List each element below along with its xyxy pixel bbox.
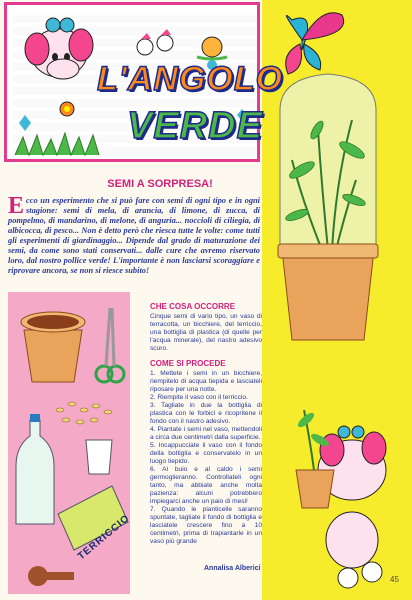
step-item: 7. Quando le pianticelle saranno spuntate, tagliate il fondo di bottiglia e lasciatele crescere fino a 10 centimetri, prima di trapiantarle in un vaso più grande [150,506,262,545]
puppy-with-plant-icon [296,410,386,588]
instructions-column [150,302,262,546]
step-item: 5. Incappucciate il vaso con il fondo della bottiglia e conservatelo in un luogo tiepido. [150,442,262,465]
materials-illustration-panel [8,292,133,594]
page-number: 45 [390,575,399,584]
intro-dropcap: E [8,193,25,219]
intro-text: cco un esperimento che si può fare con semi di ogni tipo e in ogni stagione: semi di mela, di arancia, di limone, di zucca, di pompelmo, di mandarino, di melone, di anguria... noccioli di ciliegia, di albicocca, di pesco... Non è detto però che riesca tutte le volte: come tutti gli esperimenti di giardinaggio... Dipende dal grado di maturazione dei semi, da come sono stati conservati... dalle cure che avremo riservato loro, dal nostro pollice verde! L'importante è non lasciarsi scoraggiare e riprovare ancora, se non si riesce subito! [8,196,260,275]
logo-line-1: L'ANGOLO [97,60,284,98]
occorre-heading: CHE COSA OCCORRE [150,302,236,311]
logo-line-2: VERDE [127,105,263,147]
article-title: SEMI A SORPRESA! [107,178,213,190]
right-illustrations [262,0,412,600]
occorre-text: Cinque semi di vario tipo, un vaso di terracotta, un bicchiere, del terriccio, una bottiglia di plastica (di quelle per l'acqua minerale), del nastro adesivo scuro. [150,313,262,352]
step-item: 6. Al buio e al caldo i semi germoglieranno. Controllateli ogni tanto, ma abbiate anche molta pazienza: alcuni potrebbero impiegarci anche un paio di mesi! [150,466,262,505]
butterfly-icon [286,13,344,74]
procede-heading: COME SI PROCEDE [150,359,226,368]
bag-label: TERRICCIO [75,512,133,563]
article-intro [8,193,260,276]
materials-illustration [8,292,133,594]
step-item: 4. Piantate i semi nel vaso, mettendoli a circa due centimetri dalla superficie. [150,426,262,441]
step-item: 3. Tagliate in due la bottiglia di plastica con le forbici e ricopritene il fondo con il nastro adesivo. [150,402,262,425]
step-item: 1. Mettete i semi in un bicchiere, riempitelo di acqua tiepida e lasciateli riposare per una notte. [150,370,262,393]
header-logo-box [4,2,284,162]
step-item: 2. Riempite il vaso con il terriccio. [150,394,248,401]
steps-list [150,370,262,546]
author-name: Annalisa Alberici [204,565,261,572]
